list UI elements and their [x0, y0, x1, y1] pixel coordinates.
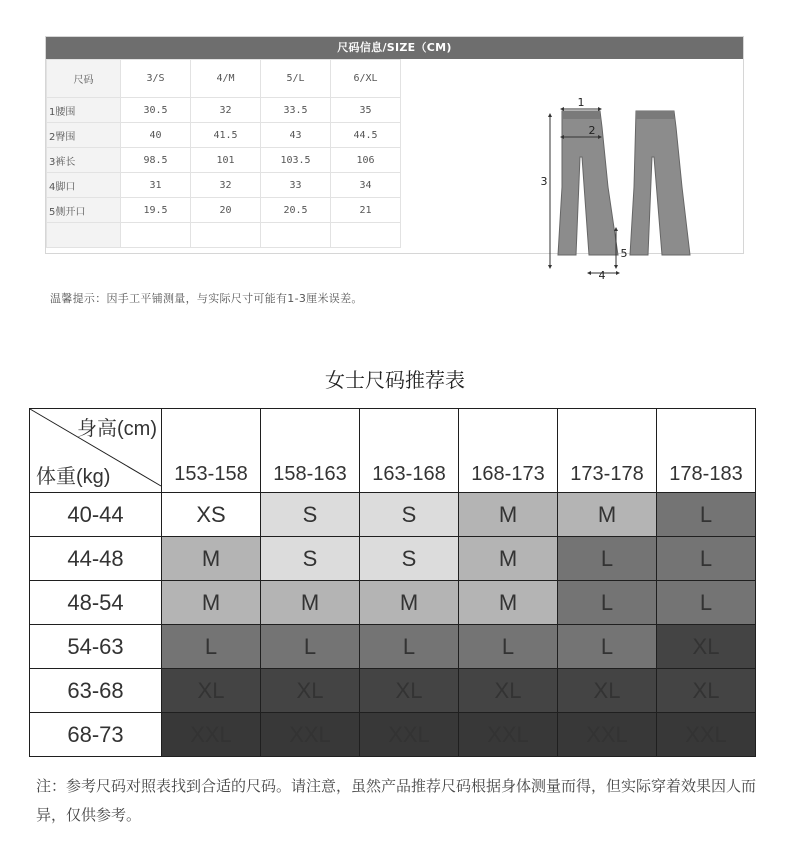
- weight-range-label: 63-68: [30, 669, 162, 713]
- size-col-header: 5/L: [261, 60, 331, 98]
- size-cell: L: [657, 581, 756, 625]
- size-cell: XXL: [657, 713, 756, 757]
- measure-value: 33: [261, 173, 331, 198]
- size-cell: L: [558, 625, 657, 669]
- size-info-header: 尺码信息/SIZE（CM): [46, 37, 743, 59]
- size-cell: L: [558, 537, 657, 581]
- size-col-header: 6/XL: [331, 60, 401, 98]
- size-cell: XL: [558, 669, 657, 713]
- measure-label: 4脚口: [47, 173, 121, 198]
- size-cell: L: [162, 625, 261, 669]
- recommend-row: [30, 625, 756, 669]
- size-cell: M: [459, 493, 558, 537]
- diagram-label-1: 1: [577, 96, 585, 109]
- size-cell: L: [360, 625, 459, 669]
- measure-label: 2臀围: [47, 123, 121, 148]
- size-table-row: [47, 98, 401, 123]
- weight-range-label: 54-63: [30, 625, 162, 669]
- size-table-row: [47, 148, 401, 173]
- size-cell: L: [558, 581, 657, 625]
- measurement-tip: 温馨提示：因手工平铺测量，与实际尺寸可能有1-3厘米误差。: [50, 292, 363, 305]
- size-cell: L: [459, 625, 558, 669]
- size-cell: XS: [162, 493, 261, 537]
- pants-back-shape: [630, 111, 690, 255]
- size-cell: XL: [459, 669, 558, 713]
- height-range-header: 173-178: [558, 409, 657, 493]
- measure-value: 32: [191, 173, 261, 198]
- size-cell: XL: [657, 669, 756, 713]
- size-table-empty-row: [47, 223, 401, 248]
- measure-value: 21: [331, 198, 401, 223]
- size-cell: XL: [261, 669, 360, 713]
- size-cell: XL: [162, 669, 261, 713]
- measure-value: 32: [191, 98, 261, 123]
- measure-value: 101: [191, 148, 261, 173]
- size-cell: M: [459, 581, 558, 625]
- size-cell: XXL: [261, 713, 360, 757]
- measure-value: 41.5: [191, 123, 261, 148]
- size-cell: XXL: [459, 713, 558, 757]
- recommend-row: [30, 493, 756, 537]
- measure-value: 106: [331, 148, 401, 173]
- weight-range-label: 68-73: [30, 713, 162, 757]
- size-table-row: [47, 173, 401, 198]
- measure-value: 34: [331, 173, 401, 198]
- recommend-row: [30, 581, 756, 625]
- diagram-label-5: 5: [620, 247, 628, 260]
- size-table-row: [47, 198, 401, 223]
- size-cell: L: [657, 537, 756, 581]
- measure-value: 40: [121, 123, 191, 148]
- pants-measurement-diagram: [496, 67, 706, 282]
- measure-value: 19.5: [121, 198, 191, 223]
- diagram-label-4: 4: [598, 269, 606, 282]
- weight-range-label: 44-48: [30, 537, 162, 581]
- size-cell: S: [360, 493, 459, 537]
- size-cell: XXL: [162, 713, 261, 757]
- height-range-header: 163-168: [360, 409, 459, 493]
- size-table-row: [47, 123, 401, 148]
- size-cell: M: [360, 581, 459, 625]
- weight-axis-label: 体重(kg): [36, 466, 111, 488]
- diagram-label-2: 2: [588, 124, 596, 137]
- recommend-row: [30, 537, 756, 581]
- size-table-header-row: [47, 60, 401, 98]
- size-cell: S: [261, 493, 360, 537]
- measure-value: 30.5: [121, 98, 191, 123]
- size-table: [46, 59, 401, 248]
- size-cell: XL: [657, 625, 756, 669]
- size-cell: L: [261, 625, 360, 669]
- weight-range-label: 48-54: [30, 581, 162, 625]
- size-cell: M: [261, 581, 360, 625]
- size-col-header: 尺码: [47, 60, 121, 98]
- height-range-header: 153-158: [162, 409, 261, 493]
- measure-label: 3裤长: [47, 148, 121, 173]
- measure-label: 1腰围: [47, 98, 121, 123]
- measure-value: 20: [191, 198, 261, 223]
- size-cell: M: [162, 581, 261, 625]
- size-info-panel: [45, 36, 744, 282]
- height-range-header: 168-173: [459, 409, 558, 493]
- measure-value: 35: [331, 98, 401, 123]
- size-cell: XXL: [558, 713, 657, 757]
- size-cell: XXL: [360, 713, 459, 757]
- size-col-header: 3/S: [121, 60, 191, 98]
- recommend-title: 女士尺码推荐表: [325, 368, 465, 392]
- measure-label: 5侧开口: [47, 198, 121, 223]
- height-axis-label: 身高(cm): [77, 418, 157, 440]
- recommend-header-row: [30, 409, 756, 493]
- diagonal-header-cell: [30, 409, 162, 493]
- measure-value: 33.5: [261, 98, 331, 123]
- recommend-row: [30, 669, 756, 713]
- measure-value: 20.5: [261, 198, 331, 223]
- size-recommend-table: [29, 408, 756, 757]
- size-cell: M: [558, 493, 657, 537]
- measure-value: 103.5: [261, 148, 331, 173]
- measure-value: 31: [121, 173, 191, 198]
- recommend-row: [30, 713, 756, 757]
- size-cell: M: [162, 537, 261, 581]
- pants-back-waistband: [636, 111, 674, 119]
- size-cell: M: [459, 537, 558, 581]
- height-range-header: 178-183: [657, 409, 756, 493]
- recommend-note: 注：参考尺码对照表找到合适的尺码。请注意，虽然产品推荐尺码根据身体测量而得，但实际穿着效果因人而异，仅供参考。: [36, 777, 757, 824]
- height-range-header: 158-163: [261, 409, 360, 493]
- size-cell: L: [657, 493, 756, 537]
- measure-value: 44.5: [331, 123, 401, 148]
- measure-value: 43: [261, 123, 331, 148]
- size-cell: XL: [360, 669, 459, 713]
- size-col-header: 4/M: [191, 60, 261, 98]
- pants-front-waistband: [562, 111, 600, 119]
- size-cell: S: [360, 537, 459, 581]
- weight-range-label: 40-44: [30, 493, 162, 537]
- measure-value: 98.5: [121, 148, 191, 173]
- size-cell: S: [261, 537, 360, 581]
- diagram-label-3: 3: [540, 175, 548, 188]
